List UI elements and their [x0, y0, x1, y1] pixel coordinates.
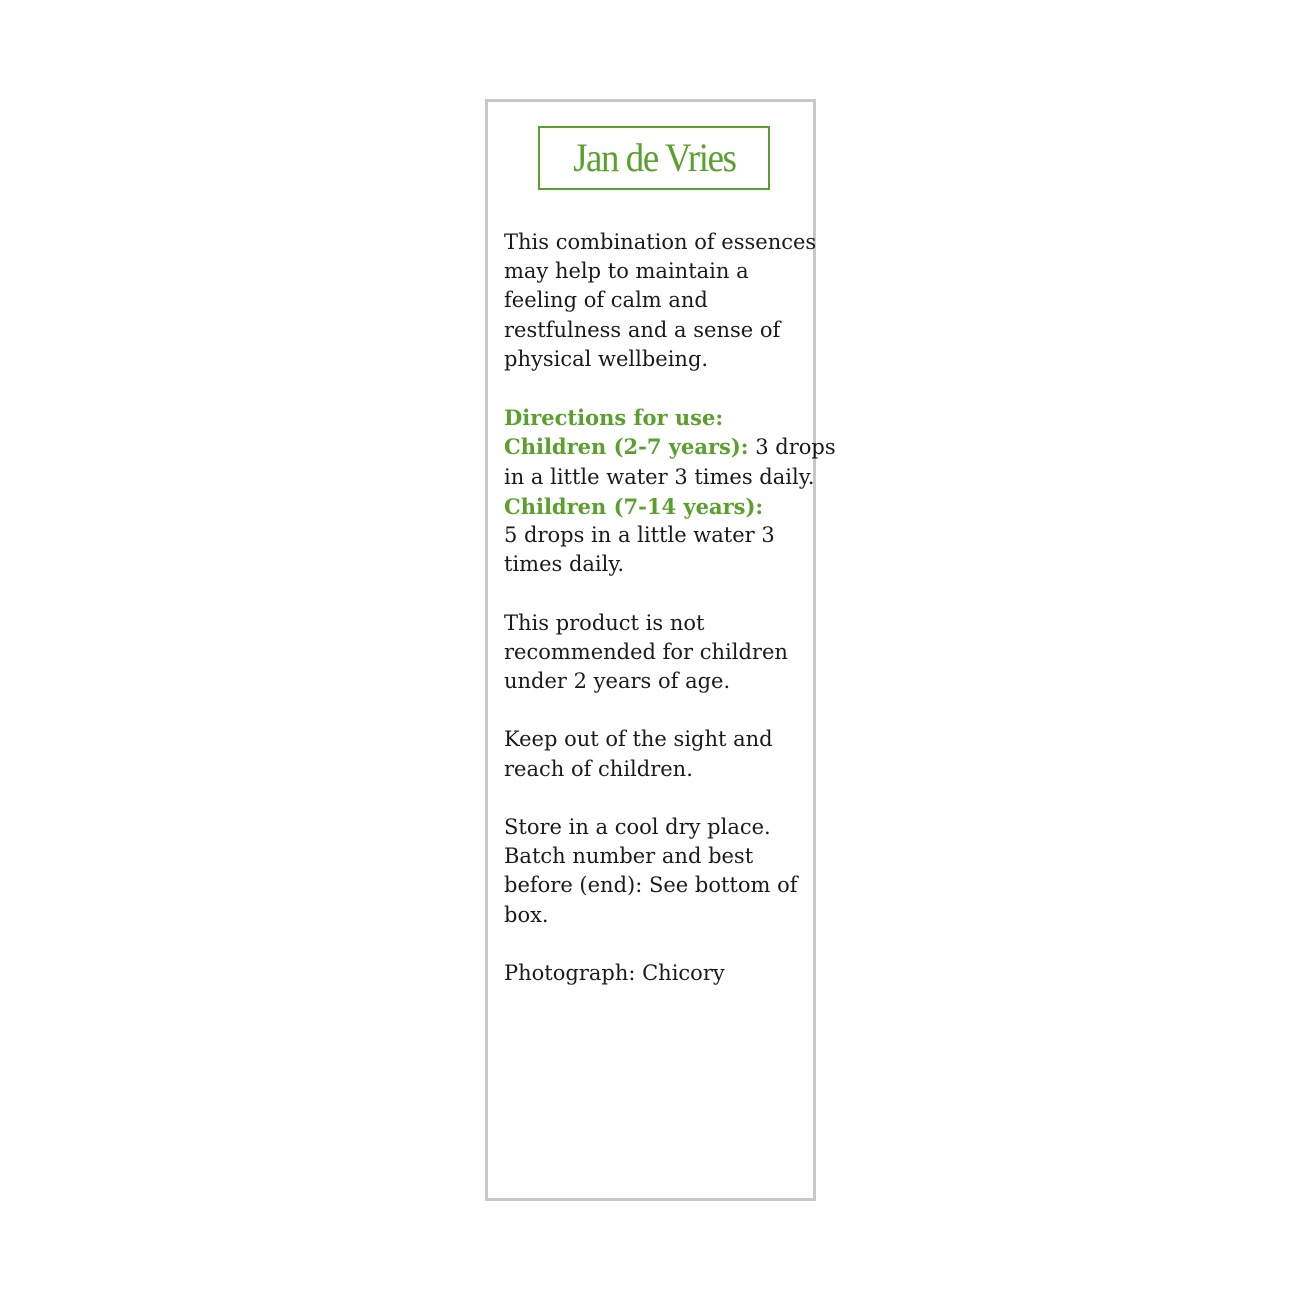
- warning-line: recommended for children: [504, 639, 788, 664]
- brand-logo: [538, 126, 770, 190]
- children-2-7-dose: 3 drops: [748, 435, 836, 460]
- children-2-7-label: Children (2-7 years):: [504, 434, 749, 460]
- storage-line: Batch number and best: [504, 844, 754, 869]
- warning-line: This product is not: [504, 610, 705, 635]
- keep-out-line: reach of children.: [504, 756, 693, 781]
- intro-line: may help to maintain a: [504, 259, 749, 284]
- age-warning-paragraph: [504, 609, 814, 697]
- children-7-14-label: Children (7-14 years):: [504, 493, 764, 519]
- product-label-panel: [485, 99, 836, 1201]
- directions-heading: Directions for use:: [504, 405, 724, 431]
- storage-line: before (end): See bottom of: [504, 873, 798, 898]
- warning-line: under 2 years of age.: [504, 669, 731, 694]
- keep-out-line: Keep out of the sight and: [504, 727, 773, 752]
- directions-section: [504, 403, 836, 579]
- intro-paragraph: [504, 228, 817, 374]
- children-2-7-dose-cont: in a little water 3 times daily.: [504, 464, 815, 489]
- intro-line: restfulness and a sense of: [504, 317, 781, 342]
- intro-line: This combination of essences: [504, 230, 817, 254]
- children-7-14-dose-cont: times daily.: [504, 552, 625, 577]
- intro-line: physical wellbeing.: [504, 346, 709, 371]
- photograph-credit: [504, 959, 814, 988]
- directions-children-2-7-line: [504, 432, 836, 462]
- storage-paragraph: [504, 813, 814, 930]
- photograph-credit-text: Photograph: Chicory: [504, 961, 725, 985]
- intro-line: feeling of calm and: [504, 288, 708, 313]
- keep-out-paragraph: [504, 725, 814, 783]
- children-7-14-dose: 5 drops in a little water 3: [504, 523, 775, 548]
- brand-logo-text: Jan de Vries: [572, 135, 736, 180]
- label-content: [504, 228, 836, 1017]
- storage-line: box.: [504, 902, 549, 927]
- storage-line: Store in a cool dry place.: [504, 815, 771, 839]
